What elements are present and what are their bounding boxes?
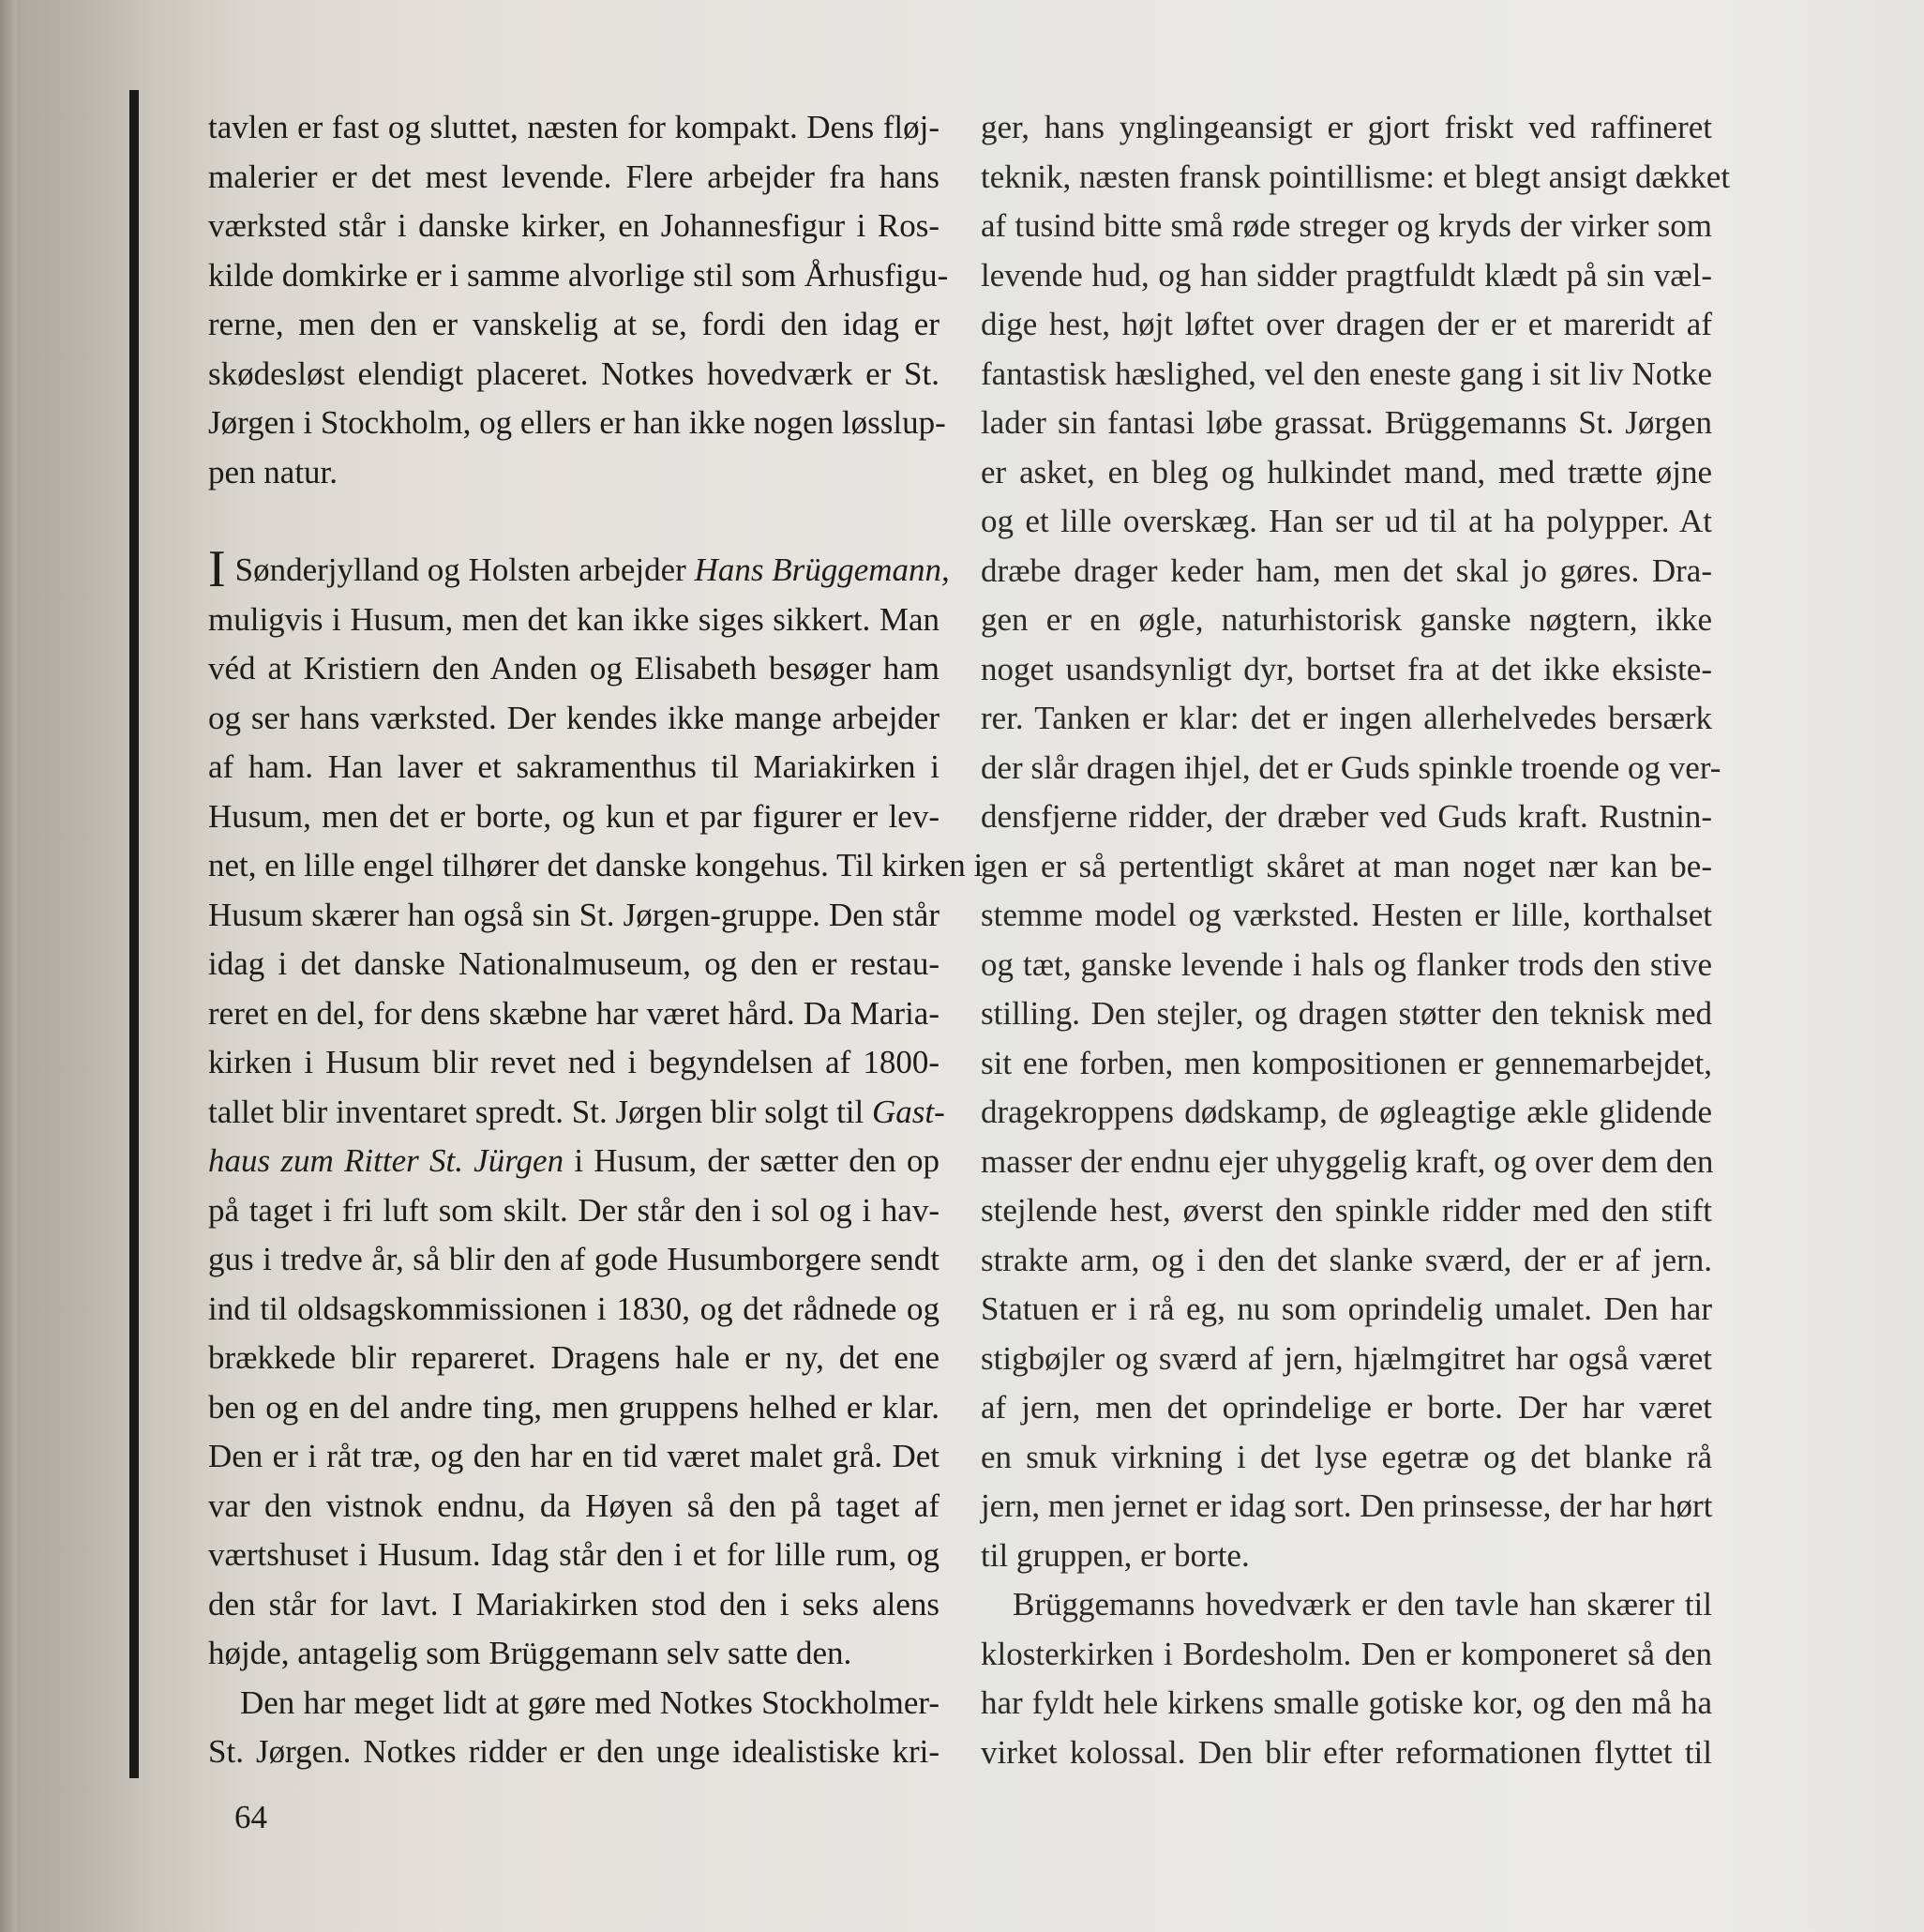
text-line <box>208 989 939 1039</box>
text-run: St. Jørgen. Notkes ridder er den unge idealistiske kri- <box>208 1733 939 1770</box>
text-run: værtshuset i Husum. Idag står den i et for lille rum, og <box>208 1536 939 1573</box>
text-line <box>208 1038 939 1088</box>
italic-text: Gast- <box>872 1093 945 1130</box>
text-run: stilling. Den stejler, og dragen støtter den teknisk med <box>981 995 1712 1032</box>
text-line <box>208 1482 939 1532</box>
text-run: er asket, en bleg og hulkindet mand, med trætte øjne <box>981 453 1712 491</box>
text-run: virket kolossal. Den blir efter reformationen flyttet til <box>981 1733 1712 1771</box>
text-line <box>981 1630 1712 1680</box>
text-line <box>981 1679 1712 1728</box>
text-run: og tæt, ganske levende i hals og flanker trods den stive <box>981 945 1712 983</box>
text-line <box>981 1383 1712 1433</box>
text-run: sit ene forben, men kompositionen er gennemarbejdet, <box>981 1044 1712 1081</box>
text-line <box>208 251 949 301</box>
text-run: tavlen er fast og sluttet, næsten for kompakt. Dens fløj- <box>208 109 939 145</box>
text-line <box>208 1432 939 1482</box>
text-line <box>981 547 1712 596</box>
text-run: Husum, men det er borte, og kun et par figurer er lev- <box>208 797 939 835</box>
text-line <box>981 1186 1712 1236</box>
text-line <box>981 842 1712 892</box>
text-run: højde, antagelig som Brüggemann selv satte den. <box>208 1635 852 1671</box>
text-run: den står for lavt. I Mariakirken stod den i seks alens <box>208 1585 939 1623</box>
text-line <box>208 1531 939 1580</box>
text-line <box>208 153 939 203</box>
text-line <box>208 1088 945 1138</box>
text-run: rer. Tanken er klar: det er ingen allerhelvedes bersærk <box>981 700 1712 736</box>
text-line <box>208 743 939 792</box>
text-run: stemme model og værksted. Hesten er lille, korthalset <box>981 897 1712 933</box>
text-line <box>981 891 1712 941</box>
text-line <box>981 1138 1712 1187</box>
paragraph-gap <box>208 497 939 546</box>
text-line <box>208 1580 939 1630</box>
text-line <box>981 300 1712 350</box>
text-run: ind til oldsagskommissionen i 1830, og det rådnede og <box>208 1290 939 1327</box>
text-line <box>981 153 1731 203</box>
text-line <box>208 540 950 598</box>
text-line <box>208 940 939 989</box>
text-run: Den er i råt træ, og den har en tid været malet grå. Det <box>208 1438 939 1474</box>
text-line <box>981 103 1712 153</box>
text-line <box>981 1285 1712 1335</box>
text-line <box>981 1335 1712 1384</box>
text-run: ger, hans ynglingeansigt er gjort friskt ved raffineret <box>981 109 1712 145</box>
text-run: og ser hans værksted. Der kendes ikke mange arbejder <box>208 699 939 736</box>
text-run: der slår dragen ihjel, det er Guds spinkle troende og ver- <box>981 748 1721 786</box>
text-line <box>208 1186 939 1236</box>
text-run: skødesløst elendigt placeret. Notkes hovedværk er St. <box>208 355 939 392</box>
text-run: på taget i fri luft som skilt. Der står den i sol og i hav- <box>208 1191 939 1229</box>
text-line <box>208 1728 939 1777</box>
text-line <box>981 202 1712 251</box>
text-line <box>208 891 939 941</box>
text-run: strakte arm, og i den det slanke sværd, der er af jern. <box>981 1241 1712 1278</box>
text-run: Jørgen i Stockholm, og ellers er han ikke nogen løsslup- <box>208 404 946 441</box>
text-run: Husum skærer han også sin St. Jørgen-gruppe. Den står <box>208 896 939 933</box>
text-line <box>981 596 1712 645</box>
text-run: af tusind bitte små røde streger og kryds der virker som <box>981 207 1712 244</box>
italic-text: haus zum Ritter St. Jürgen <box>208 1142 564 1179</box>
text-line <box>981 399 1712 448</box>
text-line <box>981 1433 1712 1483</box>
text-run: gen er så pertentligt skåret at man noget nær kan be- <box>981 847 1712 884</box>
text-run: noget usandsynligt dyr, bortset fra at det ikke eksiste- <box>981 650 1712 687</box>
page-number: 64 <box>234 1799 267 1835</box>
text-run: densfjerne ridder, der dræber ved Guds kraft. Rustnin- <box>981 798 1712 835</box>
text-line <box>981 1728 1712 1778</box>
text-run: Den har meget lidt at gøre med Notkes Stockholmer- <box>240 1683 939 1721</box>
text-run: net, en lille engel tilhører det danske kongehus. Til kirken i <box>208 847 984 883</box>
text-run: lader sin fantasi løbe grassat. Brüggemanns St. Jørgen <box>981 404 1712 441</box>
text-run: rerne, men den er vanskelig at se, fordi den idag er <box>208 306 939 342</box>
text-run: levende hud, og han sidder pragtfuldt klædt på sin væl- <box>981 256 1712 294</box>
text-line <box>208 300 939 350</box>
text-run: brækkede blir repareret. Dragens hale er ny, det ene <box>208 1339 939 1376</box>
text-line <box>981 792 1712 842</box>
text-line <box>208 448 939 498</box>
text-line <box>981 350 1712 400</box>
text-run: kilde domkirke er i samme alvorlige stil som Århusfigu- <box>208 256 949 294</box>
text-run: masser der endnu ejer uhyggelig kraft, og over dem den <box>981 1142 1714 1180</box>
page-gutter <box>0 0 17 1932</box>
text-run: og et lille overskæg. Han ser ud til at ha polypper. At <box>981 503 1712 539</box>
text-line <box>981 645 1712 695</box>
text-line <box>208 644 939 694</box>
text-line <box>981 694 1712 744</box>
text-run: stejlende hest, øverst den spinkle ridder med den stift <box>981 1192 1712 1229</box>
text-line <box>208 202 939 251</box>
text-run: i Husum, der sætter den op <box>564 1142 939 1179</box>
text-line <box>208 1383 939 1433</box>
text-line <box>981 251 1712 301</box>
text-line <box>208 1285 939 1335</box>
text-run: dige hest, højt løftet over dragen der er et mareridt af <box>981 306 1712 342</box>
text-run: ben og en del andre ting, men gruppens helhed er klar. <box>208 1388 939 1426</box>
text-run: værksted står i danske kirker, en Johannesfigur i Ros- <box>208 207 939 244</box>
left-text-column <box>208 103 984 1777</box>
text-line <box>981 1236 1712 1286</box>
text-run: gen er en øgle, naturhistorisk ganske nøgtern, ikke <box>981 601 1712 638</box>
text-line <box>981 1039 1712 1089</box>
text-run: véd at Kristiern den Anden og Elisabeth besøger ham <box>208 650 939 687</box>
initial-letter: I <box>208 540 226 598</box>
right-text-column <box>981 103 1731 1777</box>
italic-text: Hans Brüggemann, <box>694 551 950 588</box>
text-run: stigbøjler og sværd af jern, hjælmgitret har også været <box>981 1339 1712 1377</box>
text-line <box>981 497 1712 547</box>
text-line <box>981 1482 1712 1532</box>
text-line <box>208 1679 939 1728</box>
text-run: af jern, men det oprindelige er borte. Der har været <box>981 1389 1712 1426</box>
text-line <box>208 1235 939 1285</box>
text-line <box>981 1088 1712 1138</box>
text-run: pen natur. <box>208 453 338 491</box>
text-line <box>208 399 946 448</box>
text-run: dræbe drager keder ham, men det skal jo gøres. Dra- <box>981 551 1712 589</box>
text-line <box>208 792 939 842</box>
text-run: muligvis i Husum, men det kan ikke siges sikkert. Man <box>208 600 939 638</box>
text-run: Sønderjylland og Holsten arbejder <box>234 551 695 588</box>
text-run: har fyldt hele kirkens smalle gotiske kor, og den må ha <box>981 1684 1712 1721</box>
text-line <box>981 941 1712 990</box>
text-run: af ham. Han laver et sakramenthus til Mariakirken i <box>208 748 939 785</box>
text-line <box>208 1629 939 1679</box>
text-run: til gruppen, er borte. <box>981 1536 1250 1574</box>
text-run: malerier er det mest levende. Flere arbejder fra hans <box>208 158 939 195</box>
text-run: gus i tredve år, så blir den af gode Husumborgere sendt <box>208 1241 939 1277</box>
text-line <box>208 350 939 400</box>
text-line <box>981 1580 1712 1630</box>
text-line <box>208 841 984 891</box>
text-line <box>208 1137 939 1186</box>
text-run: klosterkirken i Bordesholm. Den er komponeret så den <box>981 1635 1712 1672</box>
text-line <box>208 1334 939 1383</box>
text-run: kirken i Husum blir revet ned i begyndelsen af 1800- <box>208 1044 939 1080</box>
text-run: teknik, næsten fransk pointillisme: et blegt ansigt dækket <box>981 158 1731 195</box>
text-run: jern, men jernet er idag sort. Den prinsesse, der har hørt <box>981 1487 1713 1524</box>
text-run: Statuen er i rå eg, nu som oprindelig umalet. Den har <box>981 1291 1712 1327</box>
margin-rule <box>129 90 139 1778</box>
text-line <box>208 103 939 153</box>
text-run: fantastisk hæslighed, vel den eneste gang i sit liv Notke <box>981 355 1712 392</box>
text-run: idag i det danske Nationalmuseum, og den er restau- <box>208 945 939 982</box>
text-run: reret en del, for dens skæbne har været hård. Da Maria- <box>208 994 939 1032</box>
text-run: Brüggemanns hovedværk er den tavle han skærer til <box>1013 1586 1712 1623</box>
text-line <box>208 596 939 645</box>
text-line <box>981 744 1721 793</box>
text-run: dragekroppens dødskamp, de øgleagtige ækle glidende <box>981 1094 1712 1130</box>
text-line <box>208 694 939 744</box>
text-run: tallet blir inventaret spredt. St. Jørgen blir solgt til <box>208 1093 872 1130</box>
text-line <box>981 989 1712 1039</box>
text-line <box>981 448 1712 498</box>
text-run: var den vistnok endnu, da Høyen så den på taget af <box>208 1487 939 1524</box>
text-line <box>981 1532 1712 1581</box>
text-run: en smuk virkning i det lyse egetræ og det blanke rå <box>981 1438 1712 1475</box>
